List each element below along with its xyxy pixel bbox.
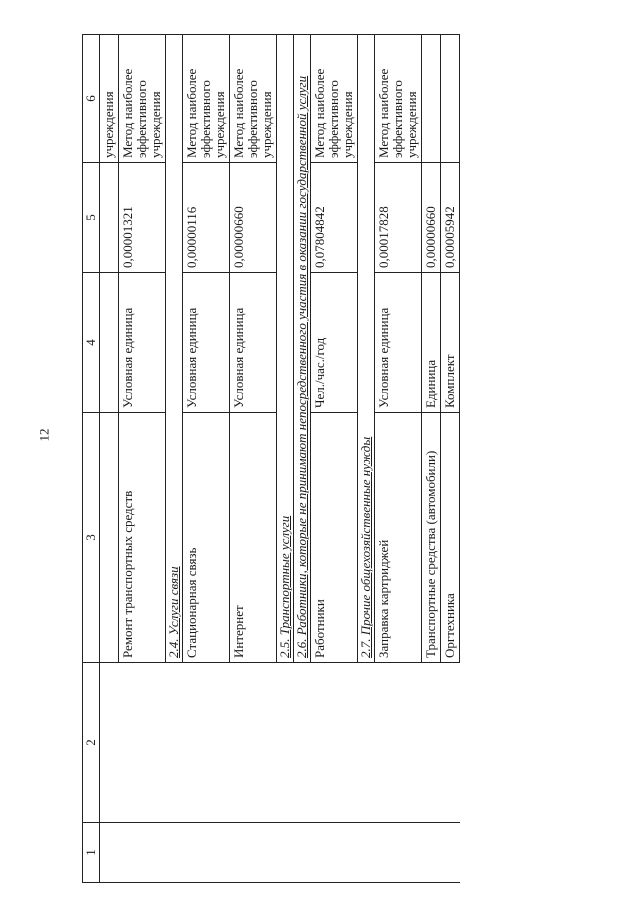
cell-blank [166, 663, 183, 823]
cell-c4: Условная единица [375, 273, 422, 413]
cell-c5: 0,00000116 [183, 163, 230, 273]
col-header-6: 6 [83, 35, 100, 163]
cell-c6: Метод наиболее эффективного учреждения [375, 35, 422, 163]
cell-c4: Комплект [441, 273, 460, 413]
table-row [422, 35, 441, 883]
cell-blank [358, 663, 375, 823]
section-row [277, 35, 294, 883]
cell-blank [311, 823, 358, 883]
col-header-2: 2 [83, 663, 100, 823]
table-row [375, 35, 422, 883]
cell-c3: Стационарная связь [183, 413, 230, 663]
section-cell [277, 35, 294, 663]
cell-c5: 0,00000660 [230, 163, 277, 273]
col-header-1: 1 [83, 823, 100, 883]
cell-blank [230, 663, 277, 823]
cell-blank [100, 823, 119, 883]
table-row [183, 35, 230, 883]
header-row [83, 35, 100, 883]
cell-blank [441, 663, 460, 823]
section-label: 2.4. Услуги связи [166, 566, 181, 658]
cell-empty [100, 273, 119, 413]
cell-c4: Условная единица [183, 273, 230, 413]
cell-c3: Транспортные средства (автомобили) [422, 413, 441, 663]
section-cell [294, 35, 311, 663]
cell-c6: Метод наиболее эффективного учреждения [119, 35, 166, 163]
cell-c6: Метод наиболее эффективного учреждения [311, 35, 358, 163]
cell-c6: Метод наиболее эффективного учреждения [230, 35, 277, 163]
cell-c5: 0,00000660 [422, 163, 441, 273]
cell-blank [375, 823, 422, 883]
section-row [294, 35, 311, 883]
cell-c3: Заправка картриджей [375, 413, 422, 663]
cell-blank [358, 823, 375, 883]
cell-c4: Чел./час./год [311, 273, 358, 413]
cell-blank [166, 823, 183, 883]
cell-blank [183, 823, 230, 883]
cell-blank [422, 823, 441, 883]
cell-blank [422, 663, 441, 823]
cell-c3: Работники [311, 413, 358, 663]
cell-blank [277, 663, 294, 823]
cell-c4: Единица [422, 273, 441, 413]
cell-blank [119, 823, 166, 883]
cell-c5: 0,00005942 [441, 163, 460, 273]
norms-table [82, 34, 460, 883]
section-cell [166, 35, 183, 663]
cell-c6: Метод наиболее эффективного учреждения [183, 35, 230, 163]
col-header-4: 4 [83, 273, 100, 413]
section-row [166, 35, 183, 883]
col-header-5: 5 [83, 163, 100, 273]
cell-blank [294, 663, 311, 823]
cell-c4: Условная единица [119, 273, 166, 413]
cell-blank [311, 663, 358, 823]
section-label: 2.7. Прочие общехозяйственные нужды [358, 436, 373, 658]
cell-c5: 0,00017828 [375, 163, 422, 273]
rotated-page [60, 0, 640, 905]
cell-empty [100, 413, 119, 663]
table-row [230, 35, 277, 883]
table-row [119, 35, 166, 883]
cell-c5: 0,07804842 [311, 163, 358, 273]
table-row [441, 35, 460, 883]
page-number: 12 [36, 428, 52, 442]
cell-c5: 0,00001321 [119, 163, 166, 273]
cell-blank [375, 663, 422, 823]
section-cell [358, 35, 375, 663]
cell-c3: Оргтехника [441, 413, 460, 663]
cell-blank [294, 823, 311, 883]
cell-c3: Интернет [230, 413, 277, 663]
cell-blank [119, 663, 166, 823]
section-row [358, 35, 375, 883]
cell-c6 [422, 35, 441, 163]
table-row [311, 35, 358, 883]
cell-c3: Ремонт транспортных средств [119, 413, 166, 663]
cell-c6 [441, 35, 460, 163]
cell-blank [230, 823, 277, 883]
cell-fragment: учреждения [100, 35, 119, 163]
cell-c4: Условная единица [230, 273, 277, 413]
cell-blank [100, 663, 119, 823]
cell-empty [100, 163, 119, 273]
section-label: 2.5. Транспортные услуги [277, 515, 292, 658]
section-label: 2.6. Работники, которые не принимают непосредственного участия в оказании государственной услуги [294, 75, 309, 658]
cell-blank [183, 663, 230, 823]
fragment-row [100, 35, 119, 883]
col-header-3: 3 [83, 413, 100, 663]
cell-blank [441, 823, 460, 883]
cell-blank [277, 823, 294, 883]
